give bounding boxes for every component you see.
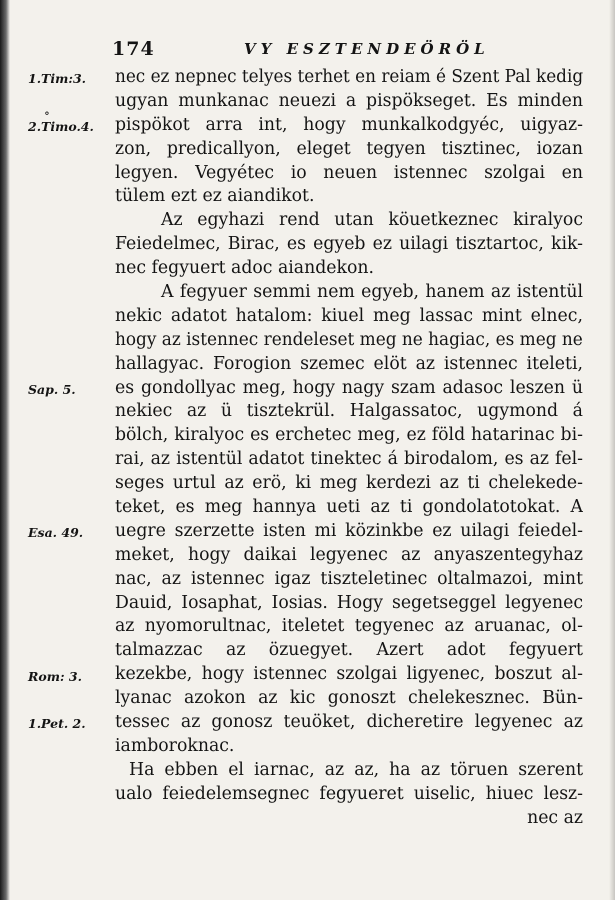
text-line: A fegyuer semmi nem egyeb, hanem az istentül: [161, 282, 583, 303]
text-line: nec fegyuert adoc aiandekon.: [115, 258, 375, 279]
text-line: Feiedelmec, Birac, es egyeb ez uilagi tisztartoc, kik-: [115, 234, 583, 255]
text-line: legyen. Vegyétec io neuen istennec szolgai en: [115, 162, 583, 183]
text-line: Az egyhazi rend utan köuetkeznec kiralyoc: [161, 210, 583, 231]
text-line: es gondollyac meg, hogy nagy szam adasoc leszen ü: [115, 377, 583, 398]
page-header: [112, 38, 582, 64]
text-line: pispökot arra int, hogy munkalkodgyéc, uigyaz-: [115, 114, 583, 135]
text-line: lyanac azokon az kic gonoszt chelekesznec. Bün-: [115, 688, 583, 709]
margin-reference: 1.Tim:3.: [28, 71, 86, 86]
text-line: ualo feiedelemsegnec fegyueret uiselic, hiuec lesz-: [115, 783, 583, 804]
text-line: bölch, kiralyoc es erchetec meg, ez föld hatarinac bi-: [115, 425, 583, 446]
text-line: tülem ezt ez aiandikot.: [115, 186, 315, 207]
body-text: [115, 66, 583, 831]
text-line: nec ez nepnec telyes terhet en reiam é Szent Pal kedig: [115, 67, 583, 87]
text-line: iamboroknac.: [115, 735, 235, 756]
page-number: 174: [112, 38, 155, 60]
margin-reference: Rom: 3.: [28, 668, 82, 684]
text-line: nekic adatot hatalom: kiuel meg lassac mint elnec,: [115, 305, 583, 326]
text-line: zon, predicallyon, eleget tegyen tisztinec, iozan: [115, 138, 583, 159]
book-gutter-shadow: [0, 0, 10, 900]
text-line: nec az: [527, 807, 583, 828]
text-line: rai, az istentül adatot tinektec á birodalom, es az fel-: [115, 449, 583, 470]
margin-reference: 1.Pet. 2.: [28, 716, 86, 732]
text-line: Ha ebben el iarnac, az az, ha az töruen szerent: [129, 759, 583, 780]
margin-reference: Sap. 5.: [28, 381, 76, 397]
text-line: meket, hogy daikai legyenec az anyaszentegyhaz: [115, 544, 583, 565]
page-edge-shadow: [609, 0, 615, 900]
text-line: az nyomorultnac, iteletet tegyenec az aruanac, ol-: [115, 616, 583, 637]
margin-reference: 2.Timo.4.: [28, 118, 94, 134]
text-line: talmazzac az özuegyet. Azert adot fegyuert: [115, 640, 583, 661]
margin-reference: Esa. 49.: [28, 525, 84, 541]
text-line: kezekbe, hogy istennec szolgai ligyenec, boszut al-: [115, 664, 583, 685]
text-line: hogy az istennec rendeleset meg ne hagiac, es meg ne: [115, 329, 583, 350]
text-line: hallagyac. Forogion szemec elöt az istennec iteleti,: [115, 353, 583, 374]
running-head: VY ESZTENDEÖRÖL: [244, 40, 490, 58]
margin-ornament-icon: ∘: [44, 106, 50, 120]
text-line: teket, es meg hannya ueti az ti gondolatotokat. A: [115, 497, 583, 518]
text-line: nac, az istennec igaz tiszteletinec oltalmazoi, mint: [115, 568, 583, 589]
text-line: tessec az gonosz teuöket, dicheretire legyenec az: [115, 712, 583, 733]
text-line: Dauid, Iosaphat, Iosias. Hogy segetseggel legyenec: [115, 592, 583, 613]
text-line: seges urtul az erö, ki meg kerdezi az ti chelekede-: [115, 473, 583, 494]
text-line: uegre szerzette isten mi közinkbe ez uilagi feiedel-: [115, 520, 583, 541]
text-line: ugyan munkanac neuezi a pispökseget. Es minden: [115, 90, 583, 111]
text-line: nekiec az ü tisztekrül. Halgassatoc, ugymond á: [115, 401, 583, 422]
